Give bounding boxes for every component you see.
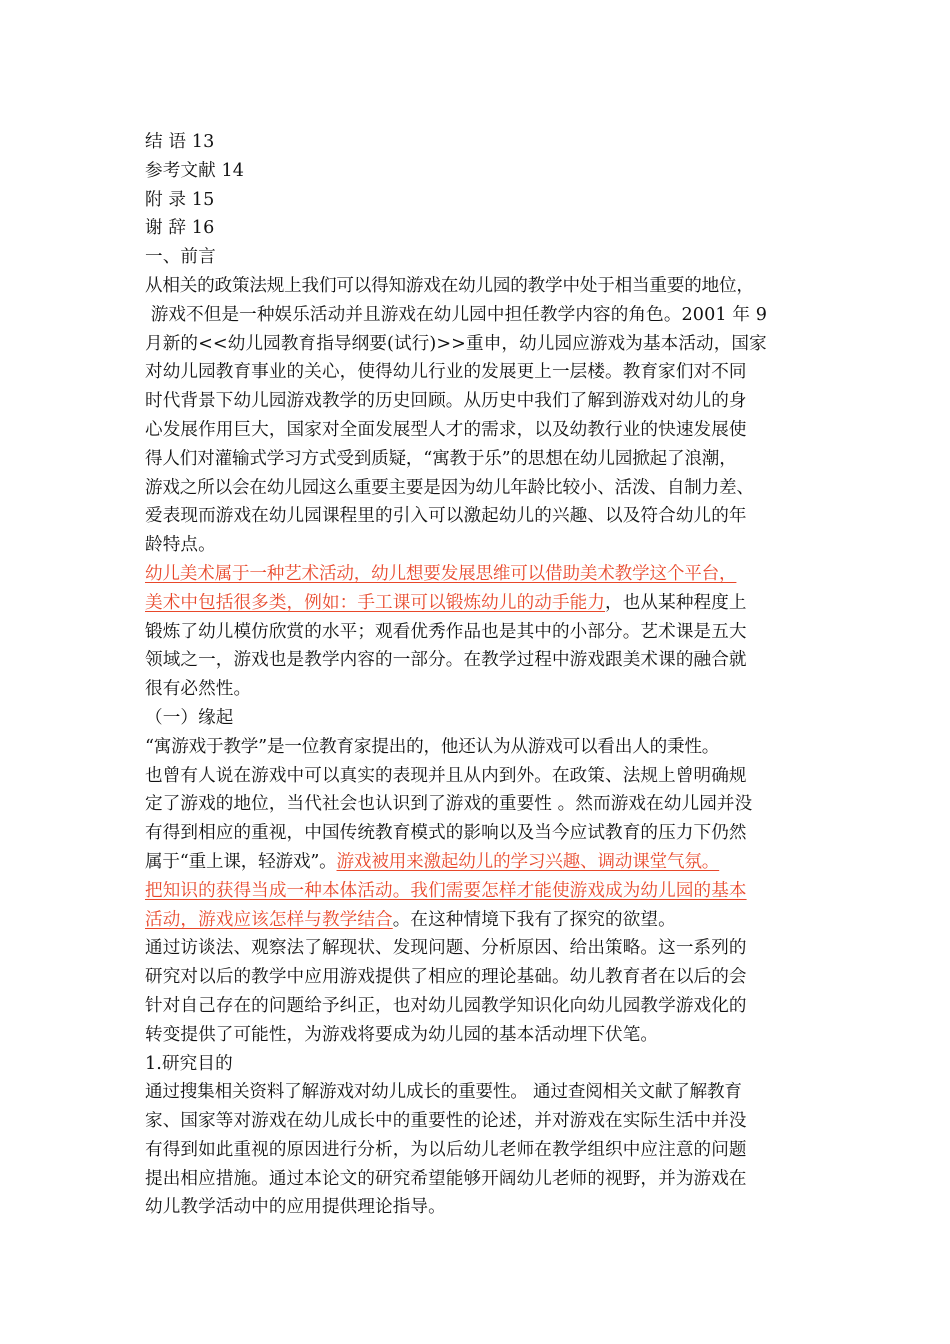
paragraph-line: 龄特点。 xyxy=(145,535,216,556)
paragraph-line: 转变提供了可能性，为游戏将要成为幼儿园的基本活动埋下伏笔。 xyxy=(145,1024,659,1045)
paragraph xyxy=(145,934,807,1049)
section-title-purpose: 1.研究目的 xyxy=(145,1053,233,1074)
paragraph-text: 。在这种情境下我有了探究的欲望。 xyxy=(392,909,676,930)
paragraph-line: “寓游戏于教学”是一位教育家提出的，他还认为从游戏可以看出人的秉性。 xyxy=(145,736,720,757)
paragraph-line: 定了游戏的地位，当代社会也认识到了游戏的重要性 。然而游戏在幼儿园并没 xyxy=(145,794,753,815)
highlighted-text: 游戏被用来激起幼儿的学习兴趣、调动课堂气氛。 xyxy=(336,851,720,872)
paragraph xyxy=(145,272,807,560)
paragraph-line: 从相关的政策法规上我们可以得知游戏在幼儿园的教学中处于相当重要的地位， xyxy=(145,275,754,296)
highlighted-text: 美术中包括很多类，例如：手工课可以锻炼幼儿的动手能力 xyxy=(145,592,606,613)
section-origin xyxy=(145,704,807,1050)
paragraph-line: 提出相应措施。通过本论文的研究希望能够开阔幼儿老师的视野，并为游戏在 xyxy=(145,1168,747,1189)
paragraph-line: 时代背景下幼儿园游戏教学的历史回顾。从历史中我们了解到游戏对幼儿的身 xyxy=(145,391,747,412)
paragraph-line: 幼儿教学活动中的应用提供理论指导。 xyxy=(145,1197,446,1218)
paragraph-line: 通过访谈法、观察法了解现状、发现问题、分析原因、给出策略。这一系列的 xyxy=(145,938,747,959)
toc-item-acknowledgements: 谢 辞 16 xyxy=(145,218,215,239)
document-page xyxy=(145,128,807,1222)
paragraph-text: 属于“重上课，轻游戏”。 xyxy=(145,851,337,872)
section-intro xyxy=(145,243,807,704)
section-title-intro: 一、前言 xyxy=(145,247,216,268)
paragraph-line: 对幼儿园教育事业的关心，使得幼儿行业的发展更上一层楼。教育家们对不同 xyxy=(145,362,747,383)
paragraph xyxy=(145,1078,807,1222)
paragraph-line: 很有必然性。 xyxy=(145,679,252,700)
paragraph-line: 得人们对灌输式学习方式受到质疑，“寓教于乐”的思想在幼儿园掀起了浪潮， xyxy=(145,448,737,469)
table-of-contents xyxy=(145,128,807,243)
paragraph-line: 针对自己存在的问题给予纠正，也对幼儿园教学知识化向幼儿园教学游戏化的 xyxy=(145,995,747,1016)
paragraph-line: 有得到如此重视的原因进行分析，为以后幼儿老师在教学组织中应注意的问题 xyxy=(145,1139,747,1160)
highlighted-text: 把知识的获得当成一种本体活动。我们需要怎样才能使游戏成为幼儿园的基本 xyxy=(145,880,747,901)
toc-item-appendix: 附 录 15 xyxy=(145,189,215,210)
paragraph-line: 研究对以后的教学中应用游戏提供了相应的理论基础。幼儿教育者在以后的会 xyxy=(145,967,747,988)
paragraph-art xyxy=(145,560,807,704)
paragraph-text: ，也从某种程度上 xyxy=(605,592,747,613)
toc-item-references: 参考文献 14 xyxy=(145,160,245,181)
paragraph-line: 游戏不但是一种娱乐活动并且游戏在幼儿园中担任教学内容的角色。2001 年 9 xyxy=(145,304,768,325)
paragraph-line: 领域之一，游戏也是教学内容的一部分。在教学过程中游戏跟美术课的融合就 xyxy=(145,650,747,671)
paragraph-line: 爱表现而游戏在幼儿园课程里的引入可以激起幼儿的兴趣、以及符合幼儿的年 xyxy=(145,506,747,527)
paragraph-line: 锻炼了幼儿模仿欣赏的水平；观看优秀作品也是其中的小部分。艺术课是五大 xyxy=(145,621,747,642)
paragraph-line: 有得到相应的重视，中国传统教育模式的影响以及当今应试教育的压力下仍然 xyxy=(145,823,747,844)
highlighted-text: 幼儿美术属于一种艺术活动，幼儿想要发展思维可以借助美术教学这个平台， xyxy=(145,563,737,584)
paragraph-line: 游戏之所以会在幼儿园这么重要主要是因为幼儿年龄比较小、活泼、自制力差、 xyxy=(145,477,754,498)
paragraph xyxy=(145,733,807,935)
section-title-origin: （一）缘起 xyxy=(145,707,234,728)
paragraph-line: 家、国家等对游戏在幼儿成长中的重要性的论述，并对游戏在实际生活中并没 xyxy=(145,1111,747,1132)
paragraph-line: 通过搜集相关资料了解游戏对幼儿成长的重要性。 通过查阅相关文献了解教育 xyxy=(145,1082,742,1103)
paragraph-line: 也曾有人说在游戏中可以真实的表现并且从内到外。在政策、法规上曾明确规 xyxy=(145,765,747,786)
toc-item-conclusion: 结 语 13 xyxy=(145,132,215,152)
paragraph-line: 月新的<<幼儿园教育指导纲要(试行)>>重申，幼儿园应游戏为基本活动，国家 xyxy=(145,333,767,354)
highlighted-text: 活动，游戏应该怎样与教学结合 xyxy=(145,909,393,930)
paragraph-line: 心发展作用巨大，国家对全面发展型人才的需求，以及幼教行业的快速发展使 xyxy=(145,419,747,440)
section-purpose xyxy=(145,1050,807,1223)
